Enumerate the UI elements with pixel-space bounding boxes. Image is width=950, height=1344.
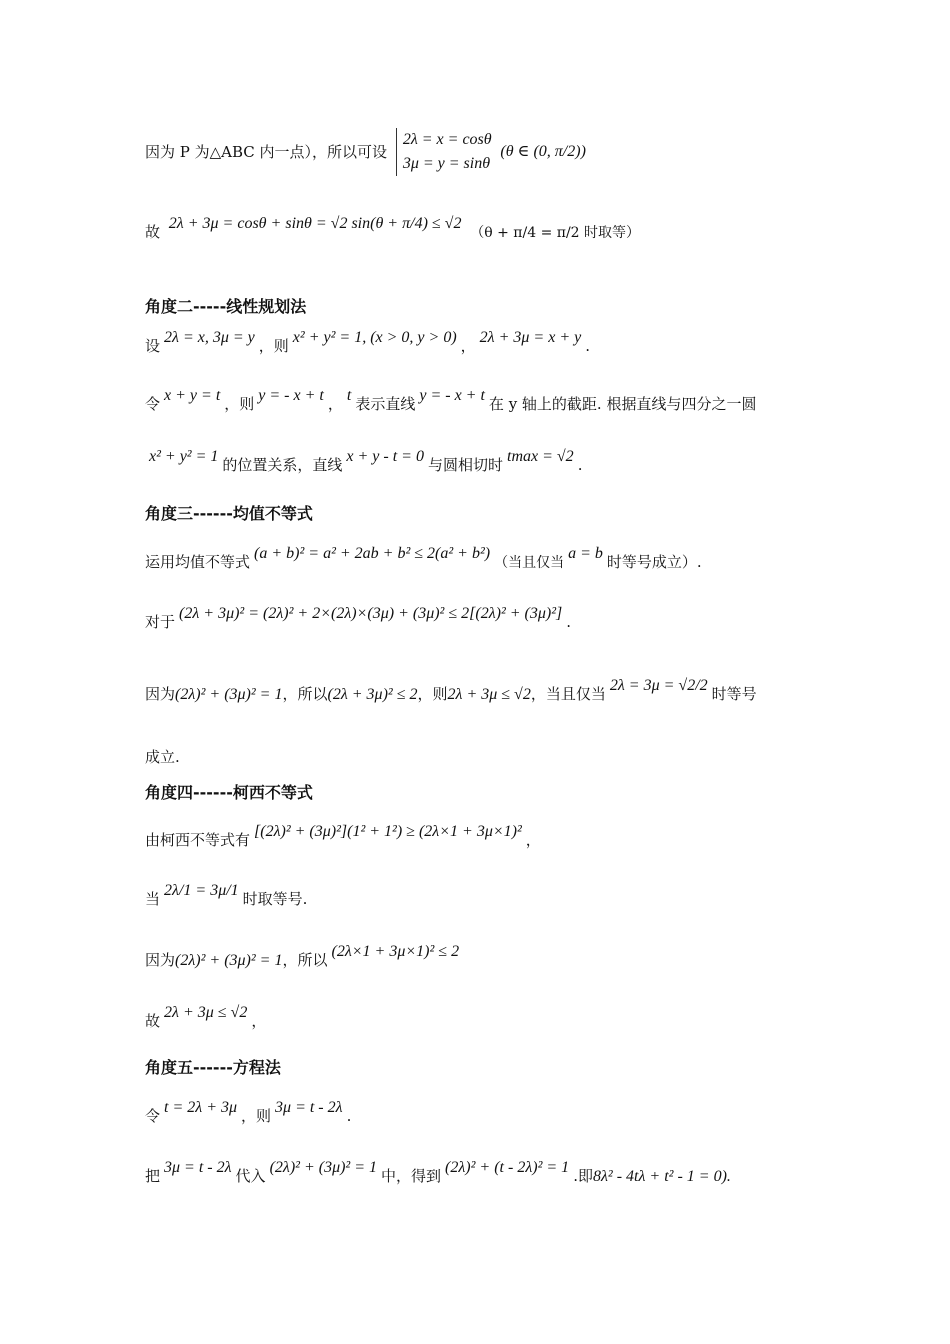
formula: (2λ)² + (3μ)² = 1	[175, 952, 283, 969]
formula: (2λ + 3μ)² = (2λ)² + 2×(2λ)×(3μ) + (3μ)² ≤ 2[(2λ)² + (3μ)²]	[179, 605, 563, 622]
text: 的位置关系，直线	[222, 456, 343, 474]
text: 时等号	[711, 685, 757, 703]
text: .	[585, 337, 590, 355]
text: ，则	[417, 685, 448, 703]
text: 代入	[235, 1167, 266, 1185]
text: 在 y 轴上的截距. 根据直线与四分之一圆	[488, 395, 757, 413]
bound-line	[145, 677, 757, 705]
formula: 2λ + 3μ = x + y	[479, 329, 582, 346]
formula: x² + y² = 1, (x > 0, y > 0)	[292, 329, 457, 346]
text: 表示直线	[355, 395, 416, 413]
heading-angle-3: 角度三------均值不等式	[145, 504, 313, 523]
text: ，则	[241, 1107, 272, 1125]
formula: (2λ)² + (t - 2λ)² = 1	[445, 1159, 570, 1176]
text: ，所以	[282, 685, 328, 703]
formula: 3μ = t - 2λ	[275, 1099, 343, 1116]
formula: (2λ + 3μ)² ≤ 2	[327, 686, 418, 703]
equality-note: （θ + π/4 = π/2 时取等）	[470, 225, 641, 241]
text: ，	[327, 395, 343, 413]
formula: x² + y² = 1	[149, 448, 219, 465]
text: 令	[145, 395, 161, 413]
formula: (2λ)² + (3μ)² = 1	[175, 686, 283, 703]
text: 把	[145, 1167, 161, 1185]
formula: (a + b)² = a² + 2ab + b² ≤ 2(a² + b²)	[254, 545, 491, 562]
tangent-line	[145, 448, 583, 476]
text: 因为	[145, 685, 176, 703]
formula: (2λ×1 + 3μ×1)² ≤ 2	[331, 943, 460, 960]
param-line	[145, 128, 586, 176]
param-line-text: 因为 P 为△ABC 内一点），所以可设	[145, 143, 388, 161]
heading-angle-4: 角度四------柯西不等式	[145, 783, 313, 802]
mean-inequality-line	[145, 545, 702, 573]
conclusion-equation: 2λ + 3μ = cosθ + sinθ = √2 sin(θ + π/4) ≤ √2	[168, 215, 462, 232]
formula: t = 2λ + 3μ	[164, 1099, 238, 1116]
cauchy-bound-line	[145, 943, 463, 971]
text: ，	[460, 337, 476, 355]
formula: 2λ/1 = 3μ/1	[164, 882, 239, 899]
formula: t	[346, 387, 352, 404]
conclusion-prefix: 故	[145, 223, 161, 241]
text: ，当且仅当	[530, 685, 606, 703]
text: .	[566, 613, 572, 631]
substitute-line	[145, 1159, 731, 1187]
formula: x + y = t	[164, 387, 221, 404]
formula: tmax = √2	[507, 448, 574, 465]
formula: y = - x + t	[419, 387, 485, 404]
heading-angle-5: 角度五------方程法	[145, 1058, 281, 1077]
formula: [(2λ)² + (3μ)²](1² + 1²) ≥ (2λ×1 + 3μ×1)²	[254, 823, 522, 840]
text: .	[577, 456, 583, 474]
text: 时取等号.	[242, 890, 308, 908]
cases-brace	[396, 128, 492, 176]
cauchy-conclusion-line	[145, 1004, 267, 1032]
text: 因为	[145, 951, 176, 969]
formula: 2λ + 3μ ≤ √2	[164, 1004, 248, 1021]
case-2: 3μ = y = sinθ	[402, 155, 491, 172]
formula: y = - x + t	[258, 387, 324, 404]
text: 由柯西不等式有	[145, 831, 251, 849]
text: 中，得到	[381, 1167, 442, 1185]
expansion-line	[145, 605, 572, 633]
text: ，则	[224, 395, 255, 413]
text: ，所以	[282, 951, 328, 969]
formula: 2λ + 3μ ≤ √2	[447, 686, 531, 703]
formula: 8λ² - 4tλ + t² - 1 = 0).	[592, 1168, 731, 1185]
text: .	[346, 1107, 352, 1125]
equality-condition-line	[145, 882, 308, 910]
text: .即	[573, 1167, 593, 1185]
text: 设	[145, 337, 161, 355]
text: 运用均值不等式	[145, 553, 251, 571]
conclusion-line-1	[145, 215, 641, 243]
text: 故	[145, 1012, 161, 1030]
text: 对于	[145, 613, 176, 631]
theta-condition: (θ ∈ (0, π/2))	[500, 143, 586, 160]
equation-setup-line	[145, 1099, 352, 1127]
case-1: 2λ = x = cosθ	[402, 131, 492, 148]
formula: 3μ = t - 2λ	[164, 1159, 232, 1176]
formula: (2λ)² + (3μ)² = 1	[269, 1159, 378, 1176]
intercept-line	[145, 387, 757, 415]
text: ，则	[258, 337, 289, 355]
text: ，	[525, 831, 541, 849]
established-line: 成立.	[145, 748, 180, 766]
text: （当且仅当	[494, 555, 565, 571]
substitution-line	[145, 329, 590, 357]
formula: 2λ = x, 3μ = y	[164, 329, 255, 346]
formula: x + y - t = 0	[346, 448, 424, 465]
text: 与圆相切时	[427, 456, 503, 474]
formula: a = b	[568, 545, 603, 562]
text: 当	[145, 890, 161, 908]
text: 令	[145, 1107, 161, 1125]
heading-angle-2: 角度二-----线性规划法	[145, 297, 307, 316]
formula: 2λ = 3μ = √2/2	[609, 677, 708, 694]
cauchy-line	[145, 823, 541, 851]
text: 时等号成立）.	[606, 553, 702, 571]
text: ，	[251, 1012, 267, 1030]
